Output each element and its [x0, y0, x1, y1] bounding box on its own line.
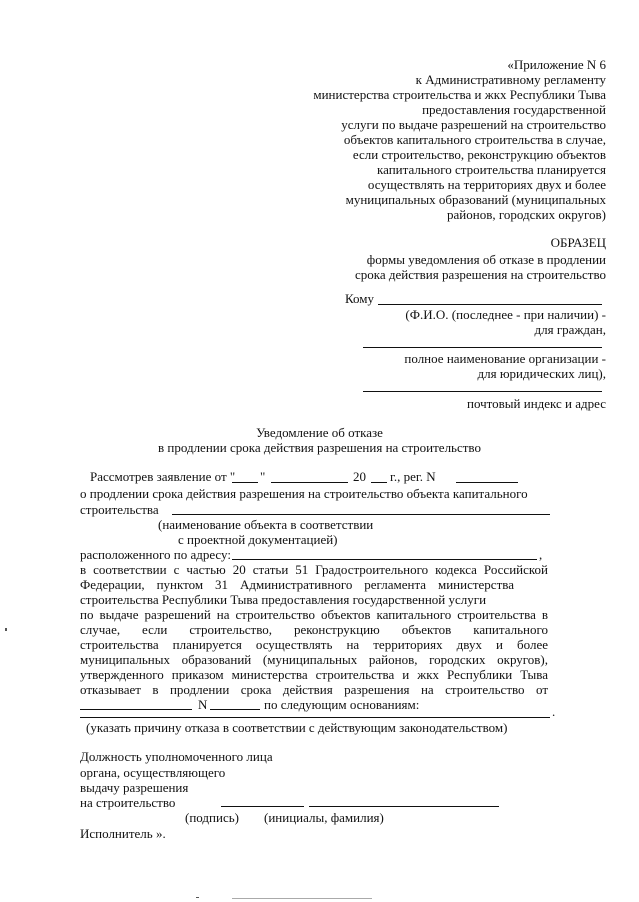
p3-text: строительства — [80, 502, 159, 517]
sample-line-1: формы уведомления об отказе в продлении — [366, 252, 606, 267]
body-line-5: случае, если строительство, реконструкцию объектов капитального — [80, 622, 548, 637]
reg-number-field[interactable] — [456, 482, 518, 483]
body-line-2: Федерации, пунктом 31 Административного регламента министерства — [80, 577, 514, 592]
header-line-11: районов, городских округов) — [447, 207, 606, 222]
sig-line-2: органа, осуществляющего — [80, 765, 226, 780]
name-field[interactable] — [309, 806, 499, 807]
address-label: расположенного по адресу: — [80, 547, 231, 562]
year-field[interactable] — [371, 482, 387, 483]
header-line-8: капитального строительства планируется — [376, 162, 606, 177]
body-line-9: отказывает в продлении срока действия разрешения на строительство от — [80, 682, 548, 697]
header-line-3: министерства строительства и жкх Республики Тыва — [313, 87, 606, 102]
object-hint-1: (наименование объекта в соответствии — [158, 517, 374, 532]
object-hint-2: с проектной документацией) — [178, 532, 338, 547]
n-label: N — [198, 697, 208, 712]
header-line-9: осуществлять на территориях двух и более — [367, 177, 606, 192]
signature-field[interactable] — [221, 806, 304, 807]
sig-line-4: на строительство — [80, 795, 176, 810]
body-line-1: в соответствии с частью 20 статьи 51 Градостроительного кодекса Российской — [80, 562, 548, 577]
date-field[interactable] — [80, 709, 192, 710]
reason-field[interactable] — [80, 717, 550, 718]
body-line-4: по выдаче разрешений на строительство объектов капитального строительства в — [80, 607, 548, 622]
p1-text-c: 20 — [353, 469, 366, 484]
p1-text-d: г., рег. N — [390, 469, 436, 484]
sig-line-1: Должность уполномоченного лица — [80, 749, 273, 764]
scan-speck — [196, 897, 199, 898]
permit-number-field[interactable] — [210, 709, 260, 710]
address-comma: , — [539, 547, 543, 562]
address-hint: почтовый индекс и адрес — [466, 396, 606, 411]
body-line-7: муниципальных образований (муниципальных районов, городских округов), — [80, 652, 548, 667]
sig-line-3: выдачу разрешения — [80, 780, 189, 795]
fio-hint: (Ф.И.О. (последнее - при наличии) - — [405, 307, 606, 322]
header-line-7: если строительство, реконструкцию объектов — [352, 147, 606, 162]
header-line-10: муниципальных образований (муниципальных — [345, 192, 606, 207]
body-line-3: строительства Республики Тыва предоставления государственной услуги — [80, 592, 487, 607]
address-field-line[interactable] — [363, 391, 602, 392]
day-field[interactable] — [232, 482, 258, 483]
header-line-1: «Приложение N 6 — [507, 57, 606, 72]
legal-hint: для юридических лиц), — [477, 366, 606, 381]
to-label: Кому — [345, 291, 375, 306]
sample-line-2: срока действия разрешения на строительство — [354, 267, 606, 282]
to-field-line[interactable] — [378, 304, 602, 305]
header-line-2: к Административному регламенту — [415, 72, 606, 87]
sample-title: ОБРАЗЕЦ — [550, 235, 606, 250]
notice-title-2: в продлении срока действия разрешения на строительство — [157, 440, 481, 455]
org-field-line[interactable] — [363, 347, 602, 348]
p2-text: о продлении срока действия разрешения на строительство объекта капитального — [80, 486, 528, 501]
object-field[interactable] — [172, 514, 550, 515]
reason-hint: (указать причину отказа в соответствии с действующим законодательством) — [86, 720, 508, 735]
header-line-5: услуги по выдаче разрешений на строительство — [341, 117, 606, 132]
object-address-field[interactable] — [232, 559, 537, 560]
p1-text-b: " — [260, 469, 266, 484]
grounds-text: по следующим основаниям: — [264, 697, 420, 712]
p1-text-a: Рассмотрев заявление от " — [90, 469, 236, 484]
executor-label: Исполнитель ». — [80, 826, 166, 841]
body-line-8: утвержденного приказом министерства строительства и жкх Республики Тыва — [80, 667, 548, 682]
name-hint: (инициалы, фамилия) — [264, 810, 384, 825]
org-hint: полное наименование организации - — [404, 351, 606, 366]
header-line-4: предоставления государственной — [422, 102, 606, 117]
notice-title-1: Уведомление об отказе — [256, 425, 383, 440]
reason-dot: . — [552, 704, 556, 719]
scan-edge — [232, 898, 372, 899]
citizens-hint: для граждан, — [534, 322, 606, 337]
month-field[interactable] — [271, 482, 348, 483]
header-line-6: объектов капитального строительства в случае, — [343, 132, 606, 147]
scan-speck — [5, 628, 7, 631]
body-line-6: строительства планируется осуществлять на территориях двух и более — [80, 637, 548, 652]
signature-hint: (подпись) — [185, 810, 239, 825]
